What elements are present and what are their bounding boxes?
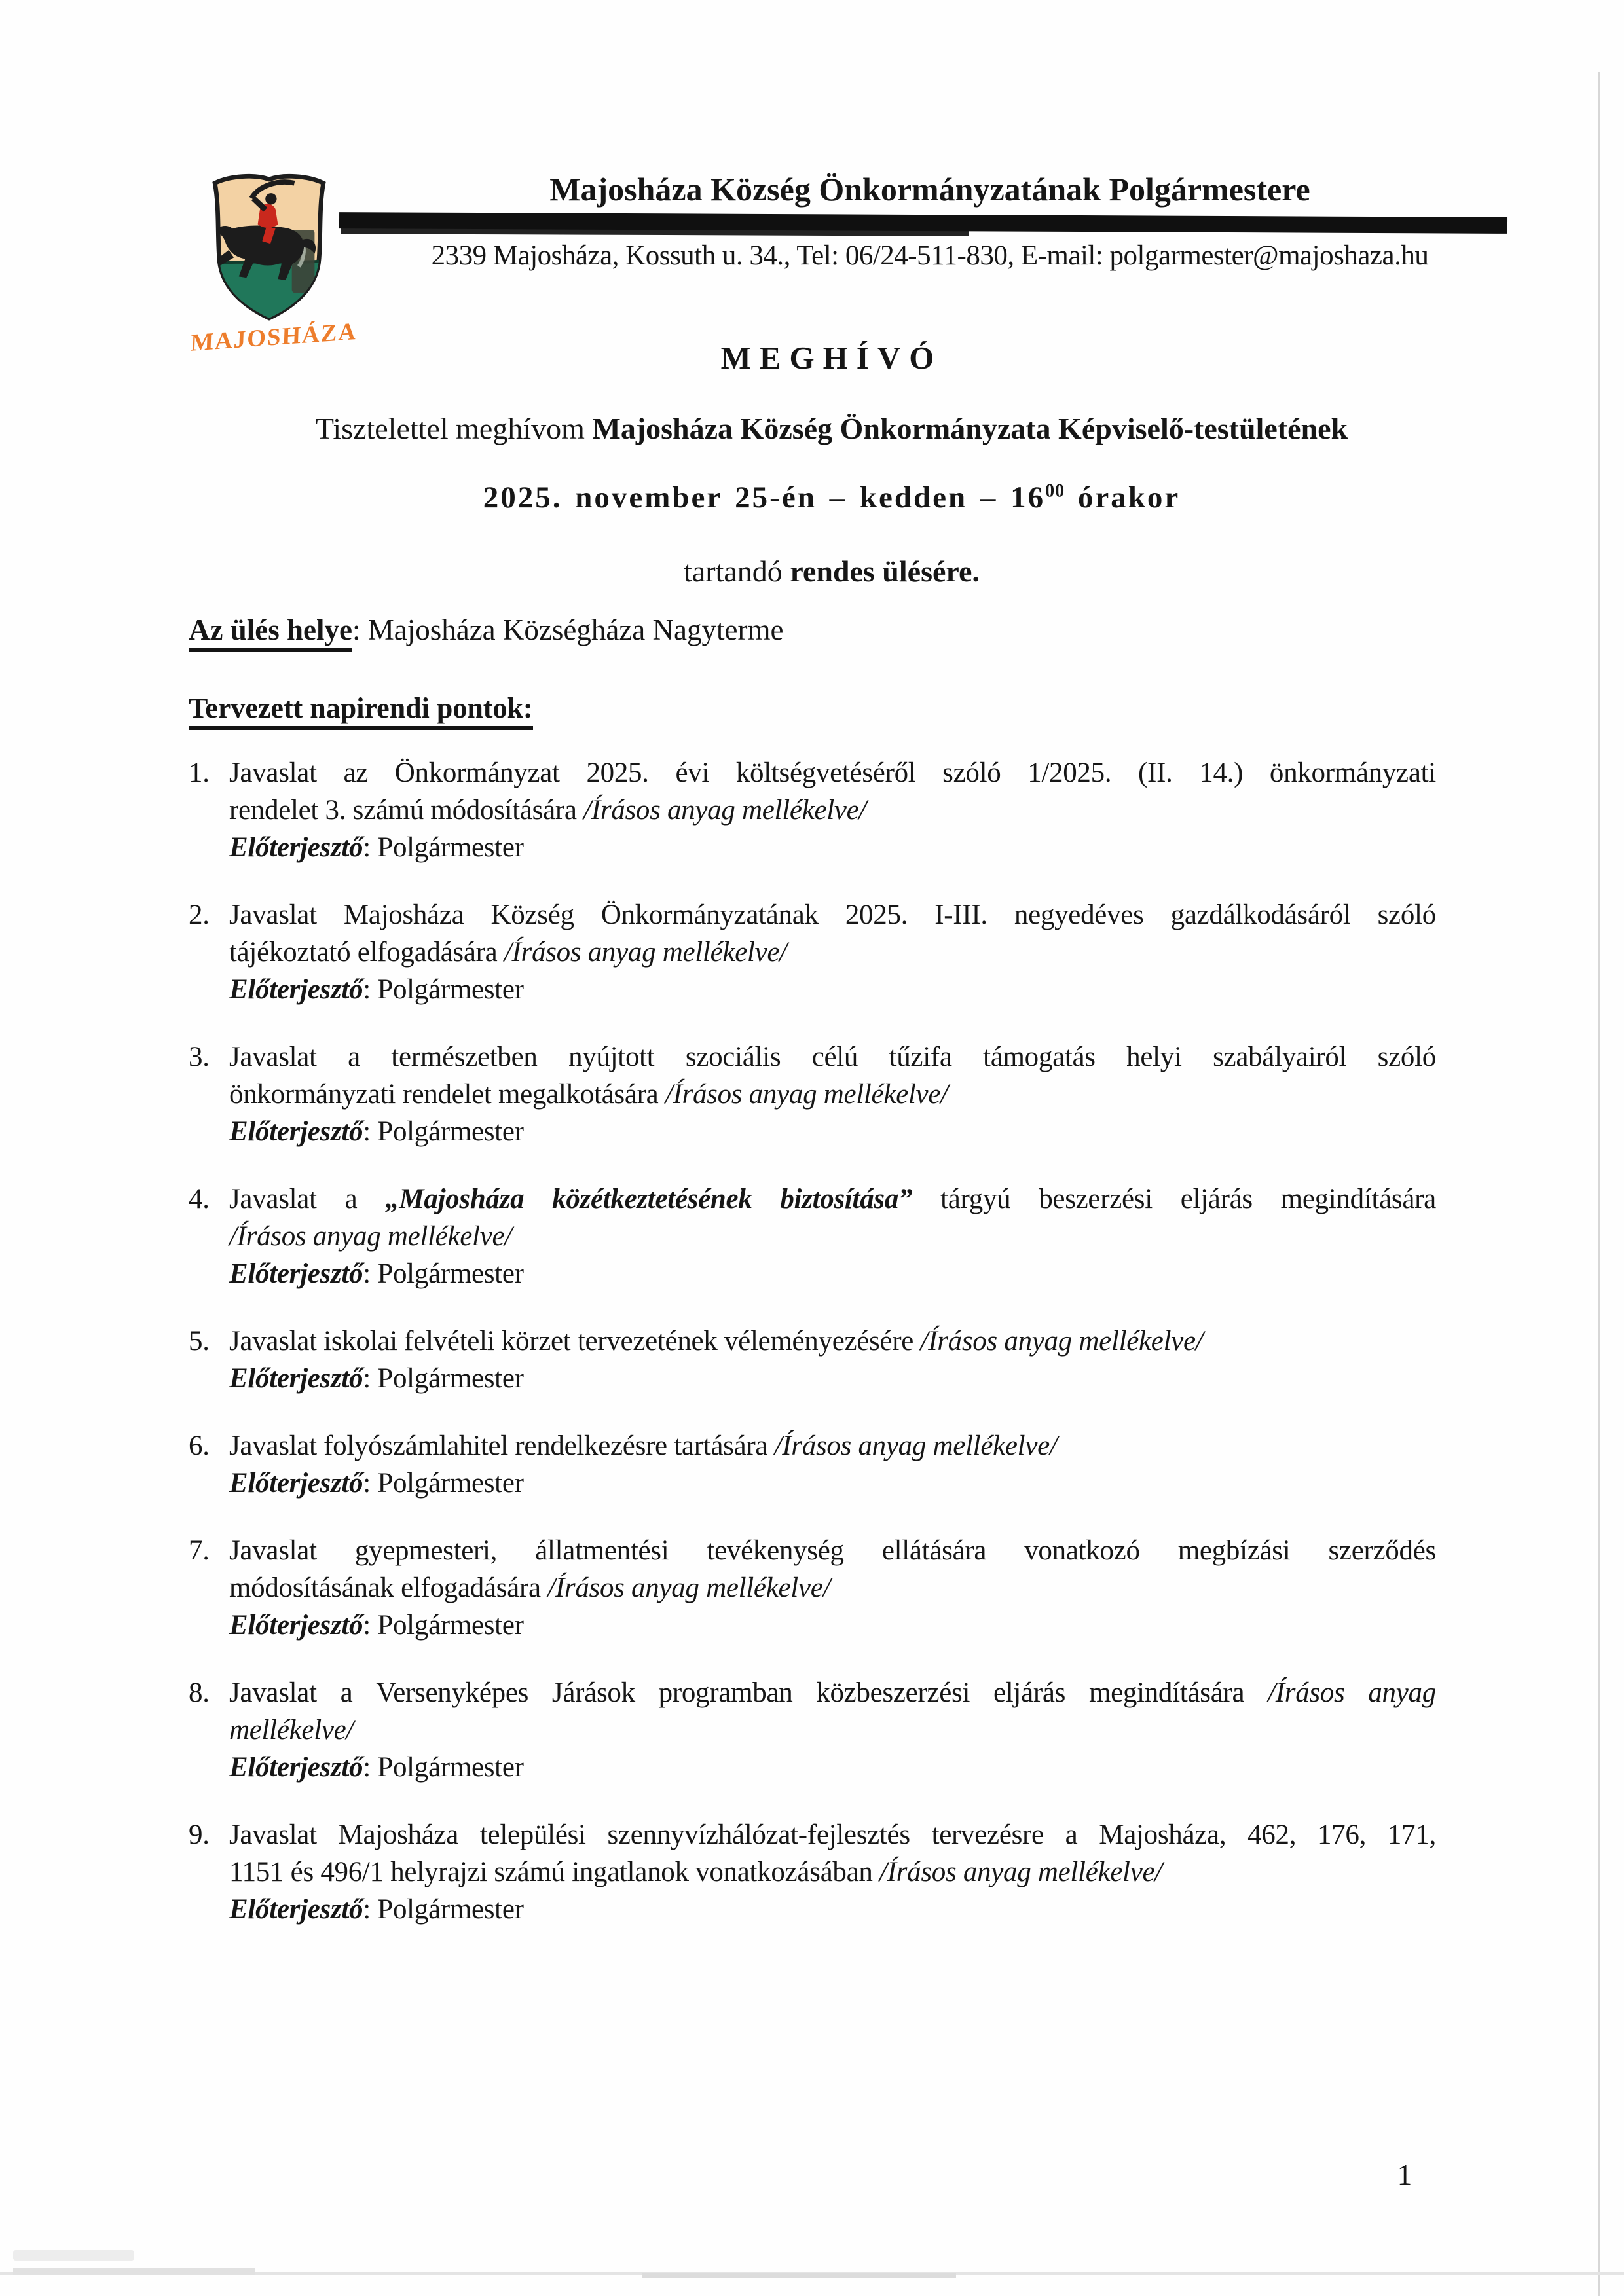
text-segment: közbeszerzési xyxy=(816,1677,970,1708)
text-segment: Javaslat xyxy=(229,1042,317,1072)
text-segment: Önkormányzat xyxy=(394,757,560,788)
scan-artifact-smudge xyxy=(642,2273,956,2278)
text-segment: : Polgármester xyxy=(363,832,524,863)
agenda-item xyxy=(189,1816,1436,1928)
agenda-line xyxy=(229,1816,1436,1853)
agenda-line xyxy=(229,1255,1436,1292)
agenda-item xyxy=(189,1532,1436,1644)
text-segment: a xyxy=(344,1184,358,1214)
text-segment: : Polgármester xyxy=(363,1258,524,1289)
text-segment: önkormányzati xyxy=(1269,757,1436,788)
agenda-item-body xyxy=(229,896,1436,1008)
agenda-line xyxy=(229,1360,1436,1397)
text-segment: /Írásos anyag mellékelve/ xyxy=(774,1430,1058,1461)
invite-line xyxy=(190,411,1473,446)
text-segment: : Polgármester xyxy=(363,1468,524,1499)
agenda-line xyxy=(229,1853,1436,1891)
rider-head xyxy=(265,193,276,204)
agenda-line xyxy=(229,1113,1436,1150)
text-segment: szociális xyxy=(685,1042,781,1072)
agenda-item-body xyxy=(229,1427,1436,1502)
text-segment: Önkormányzatának xyxy=(600,900,819,930)
location-value: : Majosháza Községháza Nagyterme xyxy=(352,613,784,646)
text-segment: a xyxy=(348,1042,360,1072)
text-segment: Előterjesztő xyxy=(229,832,363,863)
text-segment: Majosháza xyxy=(343,900,464,930)
agenda-item-number: 8. xyxy=(189,1677,210,1708)
text-segment: Előterjesztő xyxy=(229,1258,363,1289)
text-segment: támogatás xyxy=(983,1042,1096,1072)
text-segment: /Írásos anyag mellékelve/ xyxy=(665,1079,948,1110)
text-segment: tárgyú xyxy=(940,1184,1011,1214)
agenda-item xyxy=(189,1674,1436,1786)
agenda-line xyxy=(229,1532,1436,1569)
text-segment: Előterjesztő xyxy=(229,974,363,1005)
agenda-item-body xyxy=(229,1322,1436,1397)
page-number: 1 xyxy=(1397,2159,1412,2191)
agenda-line xyxy=(229,1218,1436,1255)
text-segment: programban xyxy=(658,1677,793,1708)
agenda-line xyxy=(229,1569,1436,1607)
text-segment: szerződés xyxy=(1328,1535,1436,1566)
text-segment: Versenyképes xyxy=(376,1677,529,1708)
agenda-item-body xyxy=(229,1532,1436,1644)
text-segment: /Írásos anyag mellékelve/ xyxy=(547,1573,831,1603)
datetime-text: 2025. november 25-én – kedden – 16 xyxy=(483,481,1046,515)
text-segment: 2025. xyxy=(586,757,649,788)
text-segment: : Polgármester xyxy=(363,1894,524,1925)
text-segment: tájékoztató elfogadására xyxy=(229,937,504,968)
text-segment: az xyxy=(343,757,369,788)
agenda-line xyxy=(229,1322,1436,1360)
text-segment: megindítására xyxy=(1088,1677,1245,1708)
agenda-line xyxy=(229,1180,1436,1218)
text-segment: 176, xyxy=(1317,1819,1367,1850)
text-segment: /Írásos anyag mellékelve/ xyxy=(583,795,867,826)
text-segment: természetben xyxy=(391,1042,538,1072)
text-segment: 14.) xyxy=(1199,757,1244,788)
text-segment: megindítására xyxy=(1280,1184,1436,1214)
text-segment: tartandó xyxy=(684,555,790,588)
office-address-line: 2339 Majosháza, Kossuth u. 34., Tel: 06/24-511-830, E-mail: polgarmester@majoshaza.hu xyxy=(431,240,1429,271)
text-segment: /Írásos anyag mellékelve/ xyxy=(879,1857,1162,1887)
scan-artifact-smudge xyxy=(13,2268,255,2275)
agenda-item-number: 2. xyxy=(189,900,210,930)
meeting-location-line xyxy=(189,613,783,647)
agenda-item-body xyxy=(229,754,1436,866)
text-segment: Előterjesztő xyxy=(229,1894,363,1925)
text-segment: rendes ülésére. xyxy=(790,555,980,588)
text-segment: Járások xyxy=(551,1677,635,1708)
text-segment: eljárás xyxy=(993,1677,1066,1708)
text-segment: 171, xyxy=(1387,1819,1436,1850)
text-segment: állatmentési xyxy=(535,1535,669,1566)
text-segment: Előterjesztő xyxy=(229,1752,363,1783)
text-segment: költségvetéséről xyxy=(735,757,916,788)
text-segment: gazdálkodásáról xyxy=(1170,900,1351,930)
text-segment: 1151 és 496/1 helyrajzi számú ingatlanok vonatkozásában xyxy=(229,1857,880,1887)
text-segment: Javaslat xyxy=(229,1535,317,1566)
text-segment: gyepmesteri, xyxy=(354,1535,498,1566)
text-segment: I-III. xyxy=(934,900,987,930)
text-segment: /Írásos anyag mellékelve/ xyxy=(229,1221,512,1252)
text-segment: tervezésre xyxy=(931,1819,1044,1850)
document-title: MEGHÍVÓ xyxy=(720,340,943,376)
agenda-line xyxy=(229,792,1436,829)
text-segment: szóló xyxy=(1377,1042,1436,1072)
agenda-item xyxy=(189,1322,1436,1397)
text-segment: közétkeztetésének xyxy=(552,1184,752,1214)
agenda-item-number: 6. xyxy=(189,1430,210,1461)
text-segment: szennyvízhálózat-fejlesztés xyxy=(607,1819,910,1850)
agenda-item xyxy=(189,1427,1436,1502)
agenda-item-number: 5. xyxy=(189,1326,210,1357)
agenda-line xyxy=(229,896,1436,934)
text-segment: módosításának elfogadására xyxy=(229,1573,548,1603)
text-segment: önkormányzati rendelet megalkotására xyxy=(229,1079,665,1110)
text-segment: Javaslat xyxy=(229,1184,317,1214)
text-segment: tűzifa xyxy=(889,1042,952,1072)
text-segment: mellékelve/ xyxy=(229,1715,354,1745)
session-type-line xyxy=(190,554,1473,589)
agenda-line xyxy=(229,1427,1436,1465)
meeting-datetime xyxy=(190,480,1473,515)
text-segment: vonatkozó xyxy=(1024,1535,1140,1566)
text-segment: /Írásos anyag mellékelve/ xyxy=(920,1326,1204,1357)
text-segment: települési xyxy=(479,1819,586,1850)
text-segment: Község xyxy=(490,900,574,930)
text-segment: /Írásos anyag mellékelve/ xyxy=(504,937,787,968)
text-segment: évi xyxy=(675,757,710,788)
agenda-item-number: 3. xyxy=(189,1042,210,1072)
text-segment: Javaslat folyószámlahitel rendelkezésre tartására xyxy=(229,1430,775,1461)
text-segment: : Polgármester xyxy=(363,1752,524,1783)
agenda-item-number: 9. xyxy=(189,1819,210,1850)
text-segment: Előterjesztő xyxy=(229,1363,363,1394)
text-segment: Előterjesztő xyxy=(229,1610,363,1641)
text-segment: szabályairól xyxy=(1213,1042,1347,1072)
text-segment: /Írásos xyxy=(1268,1677,1345,1708)
agenda-heading-text: Tervezett napirendi pontok: xyxy=(189,692,533,730)
agenda-item-body xyxy=(229,1180,1436,1292)
agenda-line xyxy=(229,934,1436,971)
text-segment: rendelet 3. számú módosítására xyxy=(229,795,584,826)
text-segment: 462, xyxy=(1247,1819,1297,1850)
agenda-line xyxy=(229,1749,1436,1786)
text-segment: szóló xyxy=(942,757,1001,788)
text-segment: eljárás xyxy=(1180,1184,1253,1214)
text-segment: Javaslat xyxy=(229,900,317,930)
agenda-item xyxy=(189,896,1436,1008)
scan-artifact-vertical-line xyxy=(1598,72,1600,2296)
agenda-line xyxy=(229,1465,1436,1502)
agenda-list xyxy=(189,754,1436,1958)
text-segment: : Polgármester xyxy=(363,1363,524,1394)
agenda-item xyxy=(189,1038,1436,1150)
agenda-item-number: 7. xyxy=(189,1535,210,1566)
text-segment: a xyxy=(1065,1819,1078,1850)
scan-artifact-smudge xyxy=(13,2250,134,2261)
agenda-item-number: 1. xyxy=(189,757,210,788)
text-segment: tevékenység xyxy=(707,1535,844,1566)
text-segment: Majosháza Község Önkormányzata Képviselő-testületének xyxy=(592,412,1348,445)
text-segment: : Polgármester xyxy=(363,1610,524,1641)
text-segment: a xyxy=(340,1677,353,1708)
text-segment: Javaslat xyxy=(229,757,317,788)
office-title: Majosháza Község Önkormányzatának Polgármestere xyxy=(549,171,1310,208)
agenda-item-body xyxy=(229,1038,1436,1150)
agenda-line xyxy=(229,1038,1436,1076)
text-segment: (II. xyxy=(1138,757,1173,788)
text-segment: biztosítása” xyxy=(780,1184,913,1214)
location-label: Az ülés helye xyxy=(189,613,352,652)
text-segment: negyedéves xyxy=(1014,900,1144,930)
text-segment: Előterjesztő xyxy=(229,1468,363,1499)
agenda-line xyxy=(229,1076,1436,1113)
text-segment: anyag xyxy=(1368,1677,1436,1708)
text-segment: beszerzési xyxy=(1039,1184,1153,1214)
text-segment: megbízási xyxy=(1177,1535,1291,1566)
text-segment: : Polgármester xyxy=(363,974,524,1005)
text-segment: Majosháza xyxy=(338,1819,459,1850)
logo-caption: MAJOSHÁZA xyxy=(190,318,358,357)
text-segment: Majosháza, xyxy=(1099,1819,1227,1850)
text-segment: szóló xyxy=(1377,900,1436,930)
text-segment: 2025. xyxy=(845,900,908,930)
agenda-item-number: 4. xyxy=(189,1184,210,1214)
text-segment: : Polgármester xyxy=(363,1116,524,1147)
agenda-line xyxy=(229,754,1436,792)
text-segment: Javaslat xyxy=(229,1677,317,1708)
agenda-item-body xyxy=(229,1816,1436,1928)
agenda-item-body xyxy=(229,1674,1436,1786)
datetime-superscript: 00 xyxy=(1045,481,1065,501)
text-segment: Előterjesztő xyxy=(229,1116,363,1147)
text-segment: Javaslat xyxy=(229,1819,317,1850)
agenda-heading xyxy=(189,691,533,725)
coat-of-arms-icon xyxy=(200,169,339,326)
agenda-line xyxy=(229,1674,1436,1711)
text-segment: nyújtott xyxy=(568,1042,655,1072)
text-segment: célú xyxy=(811,1042,858,1072)
municipal-coat-of-arms xyxy=(190,169,358,365)
text-segment: „Majosháza xyxy=(385,1184,525,1214)
text-segment: 1/2025. xyxy=(1027,757,1112,788)
text-segment: Javaslat iskolai felvételi körzet tervezetének véleményezésére xyxy=(229,1326,921,1357)
agenda-line xyxy=(229,1711,1436,1749)
agenda-item xyxy=(189,1180,1436,1292)
agenda-line xyxy=(229,971,1436,1008)
text-segment: helyi xyxy=(1126,1042,1182,1072)
agenda-line xyxy=(229,1607,1436,1644)
datetime-suffix: órakor xyxy=(1065,481,1181,515)
text-segment: Tisztelettel meghívom xyxy=(315,412,593,445)
agenda-line xyxy=(229,829,1436,866)
agenda-line xyxy=(229,1891,1436,1928)
text-segment: ellátására xyxy=(881,1535,987,1566)
agenda-item xyxy=(189,754,1436,866)
